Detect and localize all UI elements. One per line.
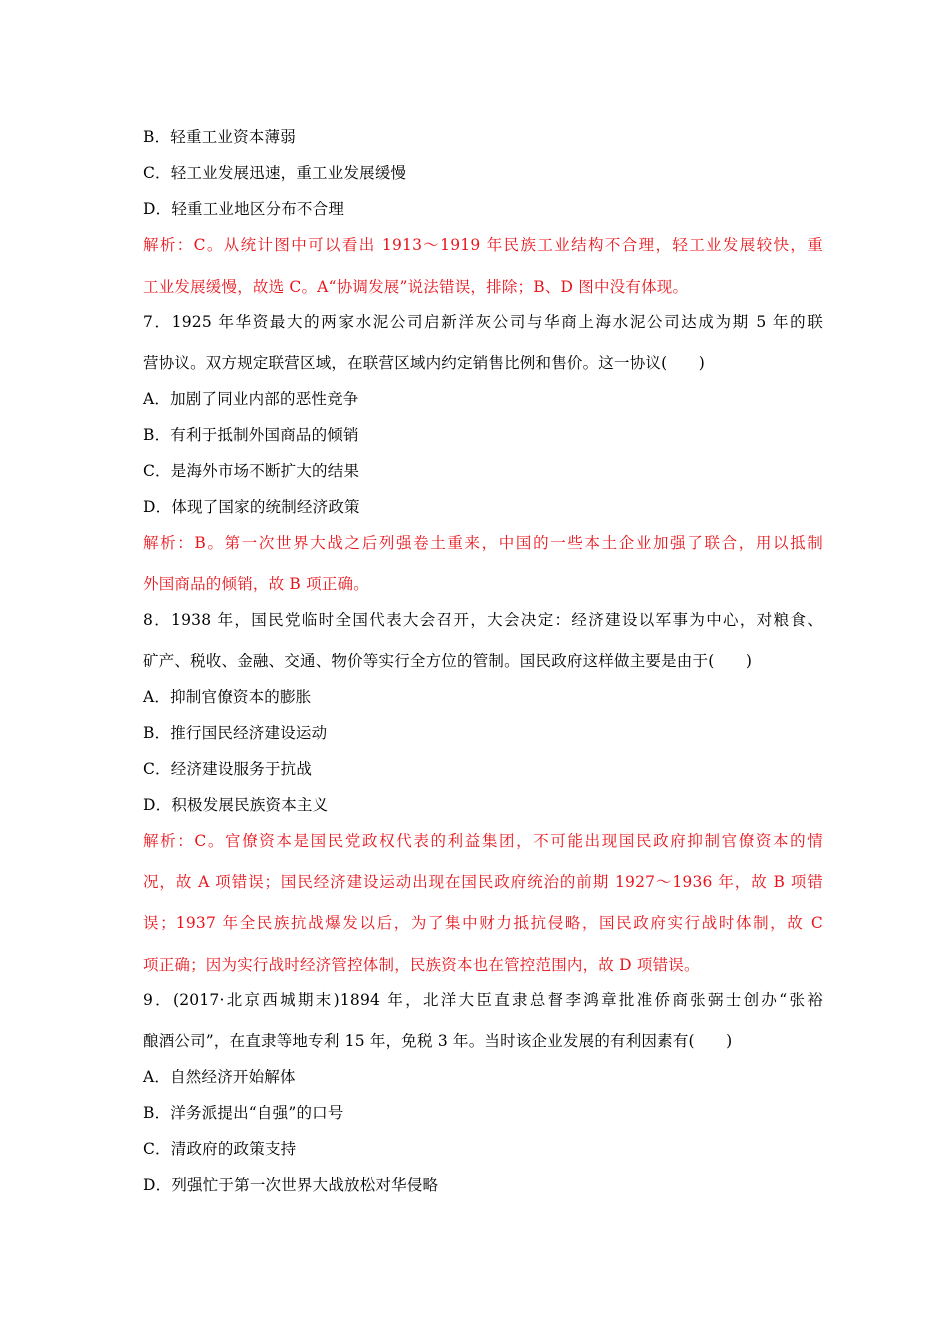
q7-analysis-line-1: 解析：B。第一次世界大战之后列强卷土重来，中国的一些本土企业加强了联合，用以抵制 [143,534,823,552]
q8-stem-line-2: 矿产、税收、金融、交通、物价等实行全方位的管制。国民政府这样做主要是由于( ) [143,652,753,670]
q7-stem-line-1: 7．1925 年华资最大的两家水泥公司启新洋灰公司与华商上海水泥公司达成为期 5 年的联 [143,313,823,331]
q7-analysis-line-2: 外国商品的倾销，故 B 项正确。 [143,575,369,593]
q6-analysis-line-1: 解析：C。从统计图中可以看出 1913～1919 年民族工业结构不合理，轻工业发展较快，重 [143,236,823,254]
q6-analysis-line-2: 工业发展缓慢，故选 C。A“协调发展”说法错误，排除；B、D 图中没有体现。 [143,278,689,296]
q8-option-a: A．抑制官僚资本的膨胀 [143,688,312,706]
q7-option-d: D．体现了国家的统制经济政策 [143,498,360,516]
q9-option-a: A．自然经济开始解体 [143,1068,296,1086]
q7-stem-line-2: 营协议。双方规定联营区域，在联营区域内约定销售比例和售价。这一协议( ) [143,354,705,372]
q9-stem-line-1: 9．(2017·北京西城期末)1894 年，北洋大臣直隶总督李鸿章批准侨商张弼士创办“张裕 [143,991,823,1009]
q8-analysis-line-4: 项正确；因为实行战时经济管控体制，民族资本也在管控范围内，故 D 项错误。 [143,956,700,974]
q8-analysis-line-3: 误；1937 年全民族抗战爆发以后，为了集中财力抵抗侵略，国民政府实行战时体制，故 C [143,914,823,932]
q8-analysis-line-1: 解析：C。官僚资本是国民党政权代表的利益集团，不可能出现国民政府抑制官僚资本的情 [143,832,823,850]
q8-option-c: C．经济建设服务于抗战 [143,760,313,778]
q8-option-b: B．推行国民经济建设运动 [143,724,328,742]
q9-option-b: B．洋务派提出“自强”的口号 [143,1104,344,1122]
q7-option-a: A．加剧了同业内部的恶性竞争 [143,390,359,408]
q8-stem-line-1: 8．1938 年，国民党临时全国代表大会召开，大会决定：经济建设以军事为中心，对粮食、 [143,611,823,629]
q7-option-c: C．是海外市场不断扩大的结果 [143,462,360,480]
q6-option-c: C．轻工业发展迅速，重工业发展缓慢 [143,164,407,182]
q7-option-b: B．有利于抵制外国商品的倾销 [143,426,359,444]
q8-analysis-line-2: 况，故 A 项错误；国民经济建设运动出现在国民政府统治的前期 1927～1936 年，故 B 项错 [143,873,823,891]
q9-option-d: D．列强忙于第一次世界大战放松对华侵略 [143,1176,439,1194]
q6-option-d: D．轻重工业地区分布不合理 [143,200,345,218]
q8-option-d: D．积极发展民族资本主义 [143,796,329,814]
q9-stem-line-2: 酿酒公司”，在直隶等地专利 15 年，免税 3 年。当时该企业发展的有利因素有( ) [143,1032,733,1050]
q6-option-b: B．轻重工业资本薄弱 [143,128,296,146]
q9-option-c: C．清政府的政策支持 [143,1140,297,1158]
